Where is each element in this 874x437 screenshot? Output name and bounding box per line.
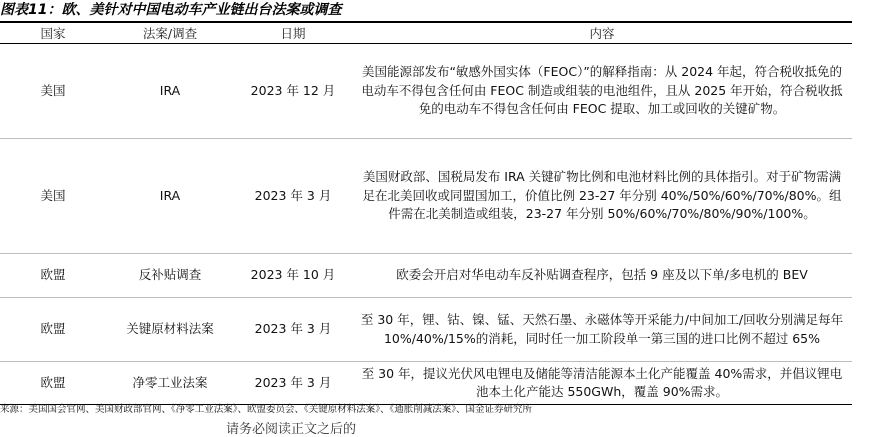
table-row [0,139,852,254]
cell-country: 美国 [0,139,106,254]
table-row [0,362,852,405]
cell-act: 反补贴调查 [106,254,234,298]
table-header-row [0,22,852,44]
cell-act: 净零工业法案 [106,362,234,405]
cell-date: 2023 年 10 月 [234,254,352,298]
cell-date: 2023 年 12 月 [234,44,352,139]
table-row [0,254,852,298]
table-row [0,298,852,362]
header-country: 国家 [0,22,106,44]
header-act: 法案/调查 [106,22,234,44]
cell-country: 欧盟 [0,362,106,405]
footer-cutoff-text: 请务必阅读正文之后的 [226,422,357,437]
cell-act: IRA [106,139,234,254]
cell-country: 美国 [0,44,106,139]
header-date: 日期 [234,22,352,44]
cell-date: 2023 年 3 月 [234,139,352,254]
cell-act: 关键原材料法案 [106,298,234,362]
cell-country: 欧盟 [0,298,106,362]
policy-table [0,21,852,405]
figure-caption: 图表11：欧、美针对中国电动车产业链出台法案或调查 [0,2,342,18]
table-row [0,44,852,139]
cell-content: 美国能源部发布“敏感外国实体（FEOC）”的解释指南：从 2024 年起，符合税收抵免的电动车不得包含任何由 FEOC 制造或组装的电池组件，且从 2025 年开始，符合税收抵免的电动车不得包含任何由 FEOC 提取、加工或回收的关键矿物。 [352,44,852,139]
cell-country: 欧盟 [0,254,106,298]
cell-act: IRA [106,44,234,139]
cell-content: 至 30 年，提议光伏风电锂电及储能等清洁能源本土化产能覆盖 40%需求，并倡议锂电池本土化产能达 550GWh，覆盖 90%需求。 [352,362,852,405]
cell-content: 至 30 年，锂、钴、镍、锰、天然石墨、永磁体等开采能力/中间加工/回收分别满足每年 10%/40%/15%的消耗，同时任一加工阶段单一第三国的进口比例不超过 65% [352,298,852,362]
cell-content: 欧委会开启对华电动车反补贴调查程序，包括 9 座及以下单/多电机的 BEV [352,254,852,298]
cell-date: 2023 年 3 月 [234,298,352,362]
cell-content: 美国财政部、国税局发布 IRA 关键矿物比例和电池材料比例的具体指引。对于矿物需满足在北美回收或同盟国加工，价值比例 23-27 年分别 40%/50%/60%/70%/80%。组件需在北美制造或组装，23-27 年分别 50%/60%/70%/80%/90%/100%。 [352,139,852,254]
cell-date: 2023 年 3 月 [234,362,352,405]
header-content: 内容 [352,22,852,44]
source-note: 来源：美国国会官网、美国财政部官网、《净零工业法案》、欧盟委员会、《关键原材料法案》、《通胀削减法案》、国金证券研究所 [0,404,533,415]
